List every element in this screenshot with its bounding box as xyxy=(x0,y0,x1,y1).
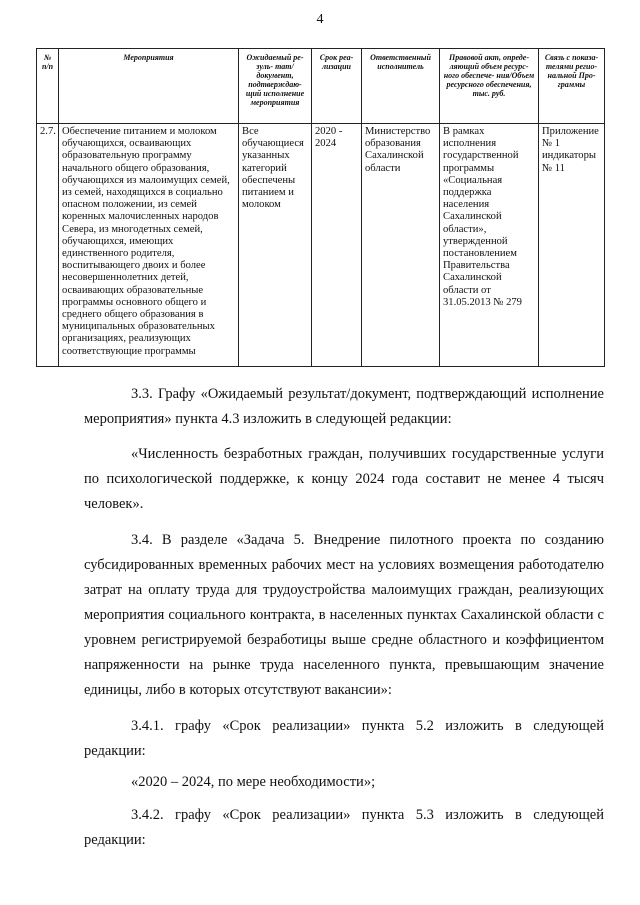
header-measures: Мероприятия xyxy=(59,49,239,124)
paragraph-3-4-1-quote: «2020 – 2024, по мере необходимости»; xyxy=(131,774,376,790)
row-result: Все обучающиеся указанных категорий обеспечены питанием и молоком xyxy=(239,124,312,367)
table-header-row xyxy=(37,49,605,124)
header-period: Срок реа- лизации xyxy=(312,49,362,124)
paragraph-3-4: 3.4. В разделе «Задача 5. Внедрение пилотного проекта по созданию субсидированных временных рабочих мест на условиях возмещения работодателю затрат на оплату труда для трудоустройства малоимущих граждан, реализующих мероприятия социального контракта, в населенных пунктах Сахалинской области с уровнем регистрируемой безработицы выше средне областного и коэффициентом напряженности на рынке труда населенного пункта, превышающим значение единицы, либо в которых отсутствуют вакансии»: xyxy=(84,532,604,698)
row-indicator-link: Приложение № 1 индикаторы № 11 xyxy=(539,124,605,367)
header-expected-result: Ожидаемый ре- зуль- тат/документ, подтверждаю- щий исполнение мероприятия xyxy=(239,49,312,124)
row-measure: Обеспечение питанием и молоком обучающихся, осваивающих образовательную программу начального общего образования, обучающихся из малоимущих семей, из семей, находящихся в социально опасном положении, из семей коренных малочисленных народов Севера, из многодетных семей, обучающихся, имеющих единственного родителя, воспитывающего двоих и более несовершеннолетних детей, осваивающих образовательные программы основного общего и среднего общего образования в муниципальных образовательных организациях, реализующих соответствующие программы xyxy=(59,124,239,367)
row-executor: Министерство образования Сахалинской области xyxy=(362,124,440,367)
header-legal-act: Правовой акт, опреде- ляющий объем ресурс- ного обеспече- ния/Объем ресурсного обеспечения, тыс. руб. xyxy=(440,49,539,124)
amendment-text xyxy=(84,382,604,853)
row-period: 2020 - 2024 xyxy=(312,124,362,367)
header-number: № п/п xyxy=(37,49,59,124)
header-executor: Ответственный исполнитель xyxy=(362,49,440,124)
paragraph-3-3: 3.3. Графу «Ожидаемый результат/документ, подтверждающий исполнение мероприятия» пункта 4.3 изложить в следующей редакции: xyxy=(84,386,604,427)
measures-table xyxy=(36,48,605,367)
row-number: 2.7. xyxy=(37,124,59,367)
paragraph-3-4-2: 3.4.2. графу «Срок реализации» пункта 5.3 изложить в следующей редакции: xyxy=(84,807,604,848)
page-number: 4 xyxy=(316,12,324,27)
table-row xyxy=(37,124,605,367)
row-legal-act: В рамках исполнения государственной программы «Социальная поддержка населения Сахалинской области», утвержденной постановлением Правительства Сахалинской области от 31.05.2013 № 279 xyxy=(440,124,539,367)
paragraph-3-3-quote: «Численность безработных граждан, получивших государственные услуги по психологической поддержке, к концу 2024 года составит не менее 4 тысяч человек». xyxy=(84,446,604,512)
paragraph-3-4-1: 3.4.1. графу «Срок реализации» пункта 5.2 изложить в следующей редакции: xyxy=(84,718,604,759)
header-indicator-link: Связь с показа- телями регио- нальной Про- граммы xyxy=(539,49,605,124)
